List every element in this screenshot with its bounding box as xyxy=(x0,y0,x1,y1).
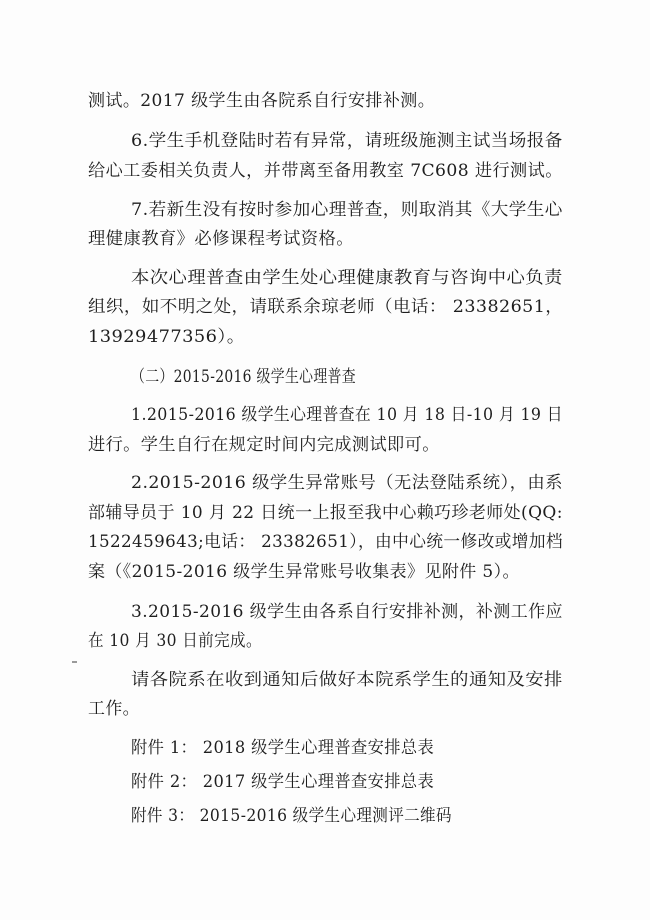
text-line-sub-2: 2.2015-2016 级学生异常账号（无法登陆系统），由系 xyxy=(131,473,563,493)
text-line-sub-1-cont: 进行。学生自行在规定时间内完成测试即可。 xyxy=(88,435,440,455)
text-line-sub-3-cont: 在 10 月 30 日前完成。 xyxy=(88,631,262,651)
text-line-contact-phone: 13929477356）。 xyxy=(88,327,246,347)
text-line-item-6: 6.学生手机登陆时若有异常，请班级施测主试当场报备 xyxy=(131,131,563,151)
text-line-contact-cont: 组织，如不明之处，请联系余琼老师（电话： 23382651， xyxy=(88,297,564,317)
text-line-continuation: 测试。2017 级学生由各院系自行安排补测。 xyxy=(88,91,436,111)
text-line-item-7-cont: 理健康教育》必修课程考试资格。 xyxy=(88,229,354,249)
text-line-sub-2-cont-c: 案（《2015-2016 级学生异常账号收集表》见附件 5）。 xyxy=(88,562,520,582)
scan-mark xyxy=(72,661,77,663)
text-line-item-6-cont: 给心工委相关负责人，并带离至备用教室 7C608 进行测试。 xyxy=(88,161,563,181)
text-line-closing: 请各院系在收到通知后做好本院系学生的通知及安排 xyxy=(131,670,563,690)
attachment-2: 附件 2： 2017 级学生心理普查安排总表 xyxy=(131,772,435,792)
text-line-sub-2-cont-b: 1522459643;电话： 23382651），由中心统一修改或增加档 xyxy=(88,532,564,552)
text-line-sub-2-cont-a: 部辅导员于 10 月 22 日统一上报至我中心赖巧珍老师处(QQ: xyxy=(88,503,563,523)
text-line-sub-3: 3.2015-2016 级学生由各系自行安排补测，补测工作应 xyxy=(131,602,563,622)
text-line-contact: 本次心理普查由学生处心理健康教育与咨询中心负责 xyxy=(131,268,563,288)
text-line-closing-cont: 工作。 xyxy=(88,699,140,719)
attachment-3: 附件 3： 2015-2016 级学生心理测评二维码 xyxy=(131,806,452,826)
text-line-item-7: 7.若新生没有按时参加心理普查，则取消其《大学生心 xyxy=(131,200,563,220)
section-heading-2015-2016: （二）2015-2016 级学生心理普查 xyxy=(131,367,356,387)
text-line-sub-1: 1.2015-2016 级学生心理普查在 10 月 18 日-10 月 19 日 xyxy=(131,405,563,425)
attachment-1: 附件 1： 2018 级学生心理普查安排总表 xyxy=(131,738,435,758)
